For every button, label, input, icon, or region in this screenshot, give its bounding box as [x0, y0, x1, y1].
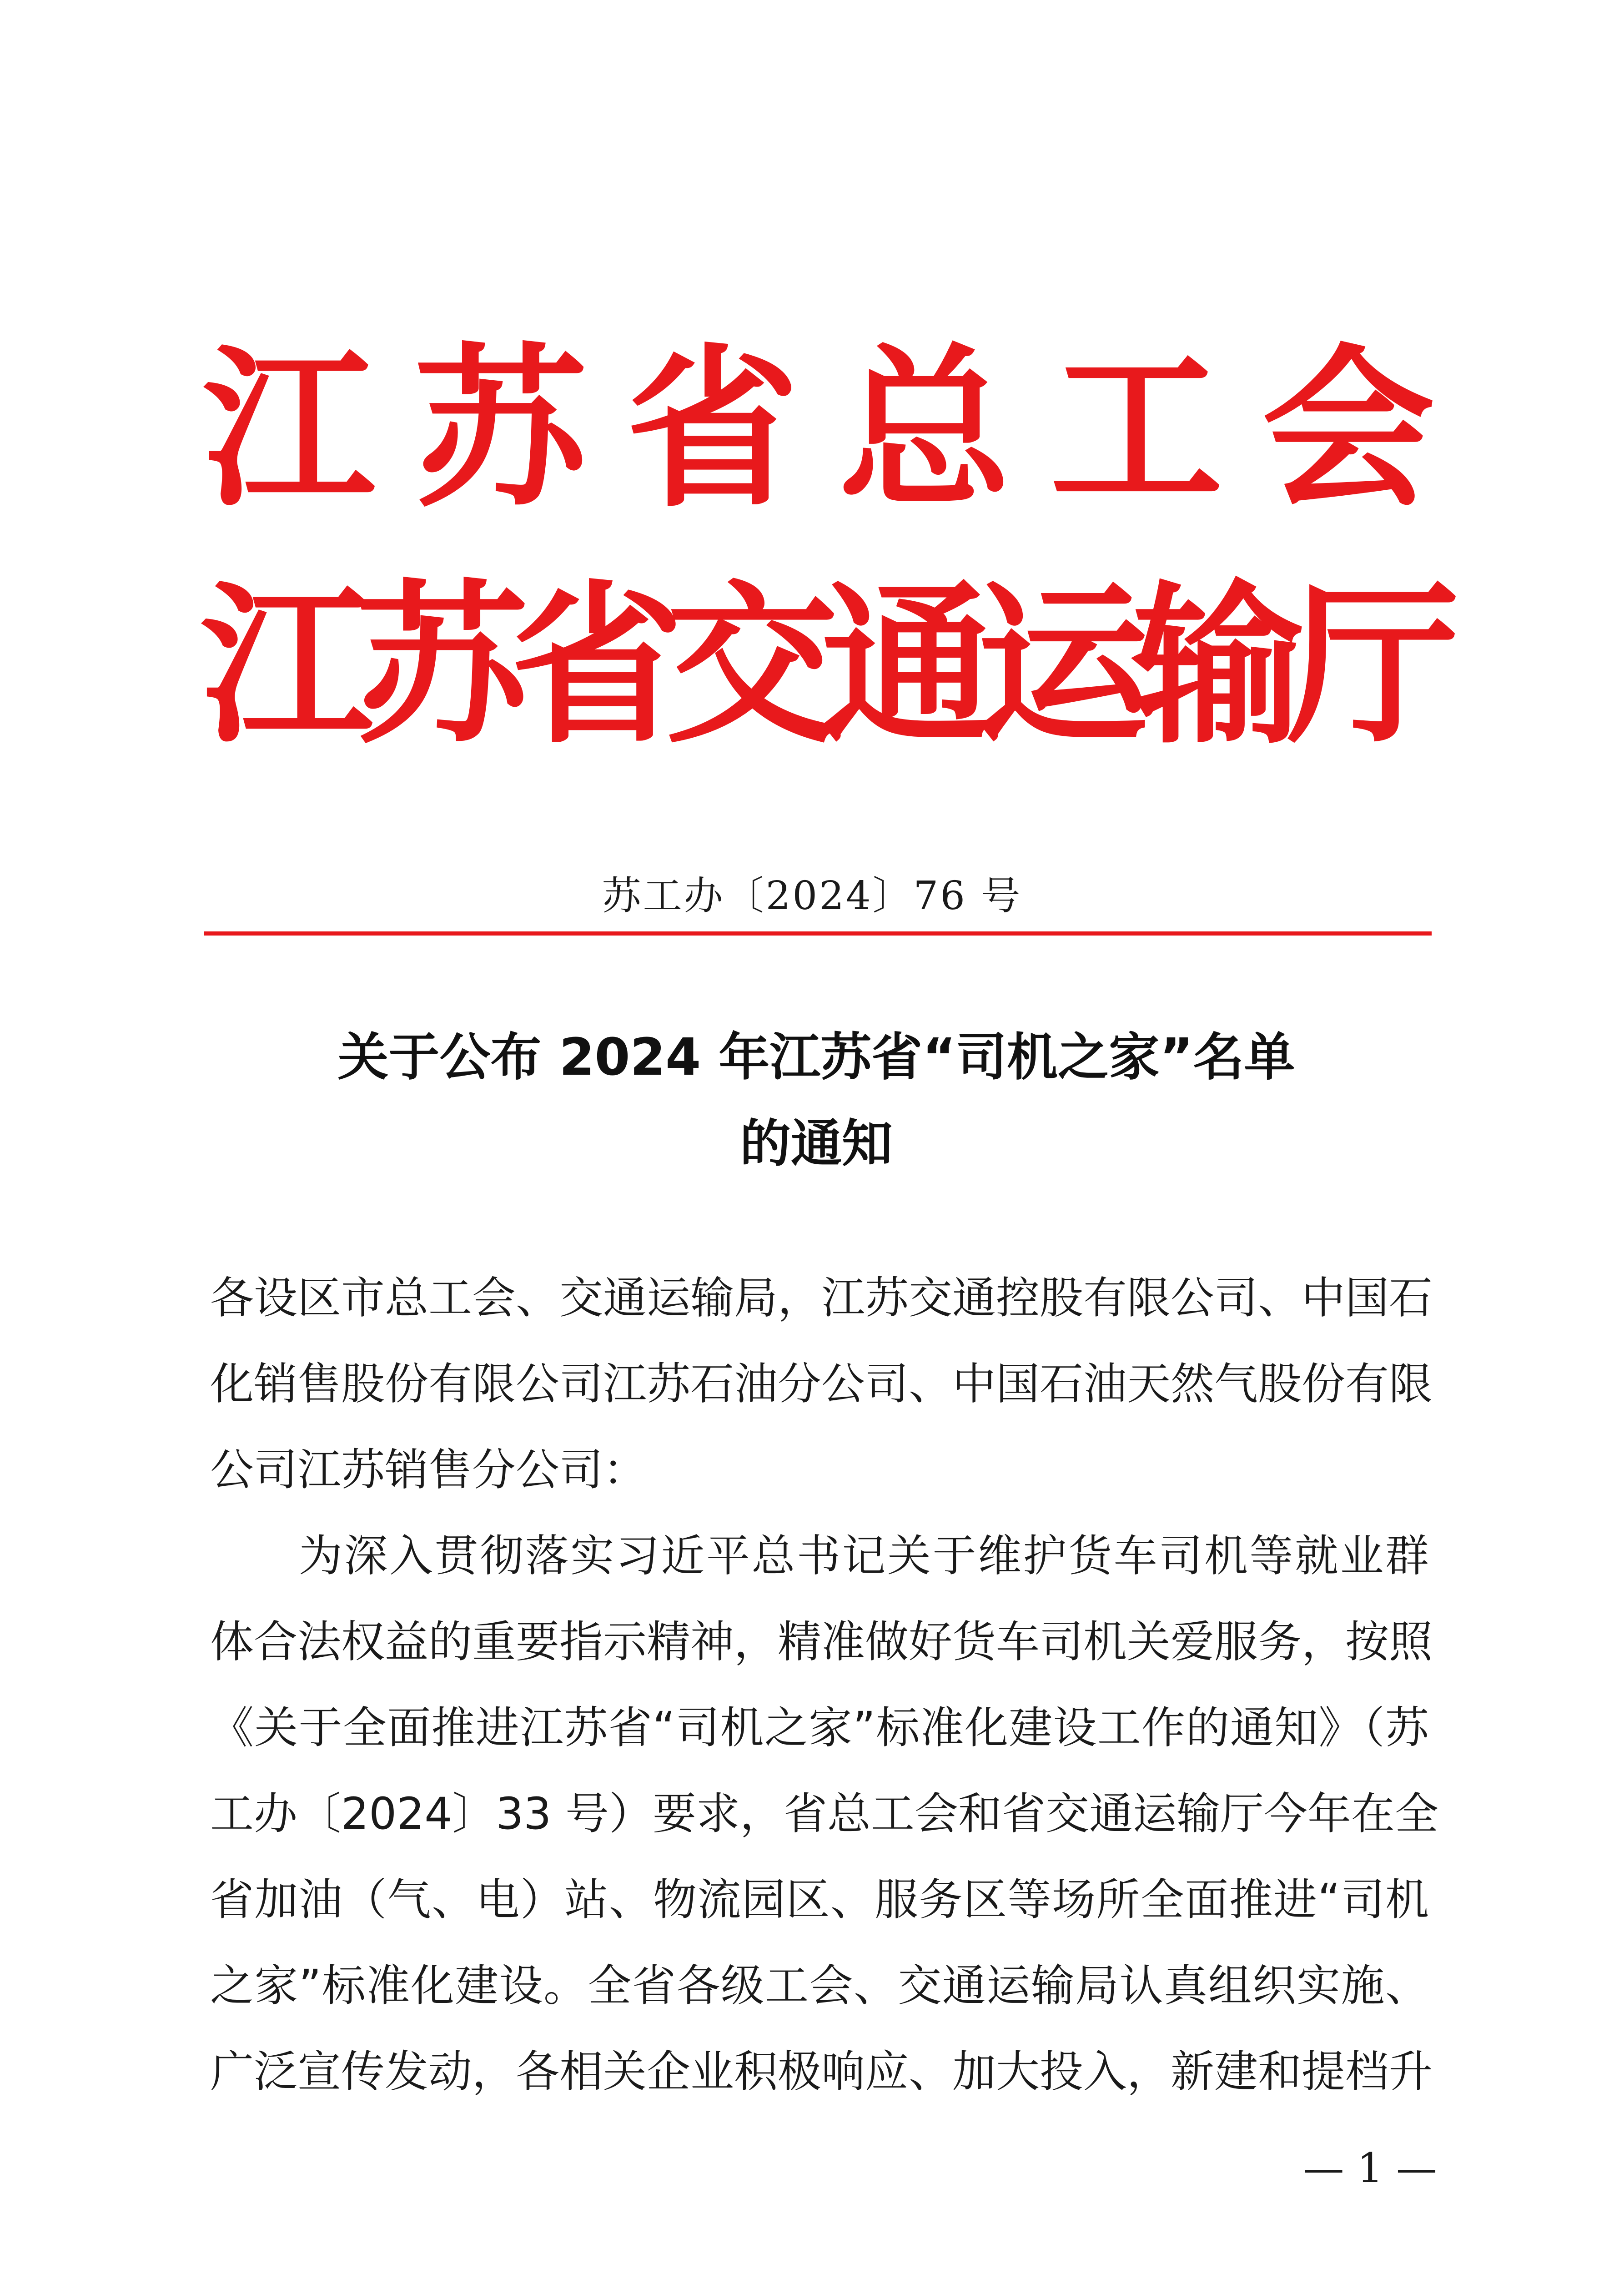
recipients-line: 化销售股份有限公司江苏石油分公司、中国石油天然气股份有限 — [210, 1358, 1433, 1409]
masthead-char: 通 — [821, 565, 994, 767]
masthead-char: 江 — [200, 565, 373, 767]
masthead-char: 厅 — [1287, 565, 1460, 767]
document-body — [210, 1255, 1438, 2115]
paragraph-line: 之家”标准化建设。全省各级工会、交通运输局认真组织实施、 — [210, 1960, 1429, 2011]
masthead-char: 交 — [666, 565, 839, 767]
masthead-char: 苏 — [414, 329, 587, 530]
document-number: 苏工办〔2024〕76 号 — [602, 873, 1022, 919]
paragraph-line: 工办〔2024〕33 号）要求，省总工会和省交通运输厅今年在全 — [210, 1788, 1438, 1839]
paragraph-line: 广泛宣传发动，各相关企业积极响应、加大投入，新建和提档升 — [210, 2046, 1433, 2097]
masthead-char: 省 — [626, 329, 799, 530]
paragraph-line: 《关于全面推进江苏省“司机之家”标准化建设工作的通知》（苏 — [210, 1702, 1429, 1753]
masthead-char: 运 — [976, 565, 1150, 767]
document-title — [200, 1014, 1433, 1187]
masthead-char: 省 — [510, 565, 684, 767]
paragraph-line: 为深入贯彻落实习近平总书记关于维护货车司机等就业群 — [299, 1530, 1429, 1581]
paragraph-line: 体合法权益的重要指示精神，精准做好货车司机关爱服务，按照 — [210, 1616, 1433, 1667]
masthead-char: 总 — [838, 329, 1011, 530]
red-separator-line — [204, 931, 1432, 936]
masthead-char: 江 — [202, 329, 375, 530]
masthead-char: 会 — [1262, 329, 1435, 530]
masthead-line-transport-department — [200, 565, 1460, 767]
page-number: — 1 — — [1303, 2144, 1437, 2192]
masthead-line-federation-of-trade-unions — [200, 329, 1437, 530]
masthead-char: 苏 — [355, 565, 528, 767]
paragraph-line: 省加油（气、电）站、物流园区、服务区等场所全面推进“司机 — [210, 1874, 1429, 1925]
title-line-1: 关于公布 2024 年江苏省“司机之家”名单 — [337, 1028, 1295, 1087]
masthead-char: 工 — [1050, 329, 1223, 530]
title-line-2: 的通知 — [740, 1114, 893, 1173]
masthead-char: 输 — [1131, 565, 1305, 767]
recipients-line: 公司江苏销售分公司： — [210, 1444, 647, 1495]
recipients-line: 各设区市总工会、交通运输局，江苏交通控股有限公司、中国石 — [210, 1273, 1433, 1323]
